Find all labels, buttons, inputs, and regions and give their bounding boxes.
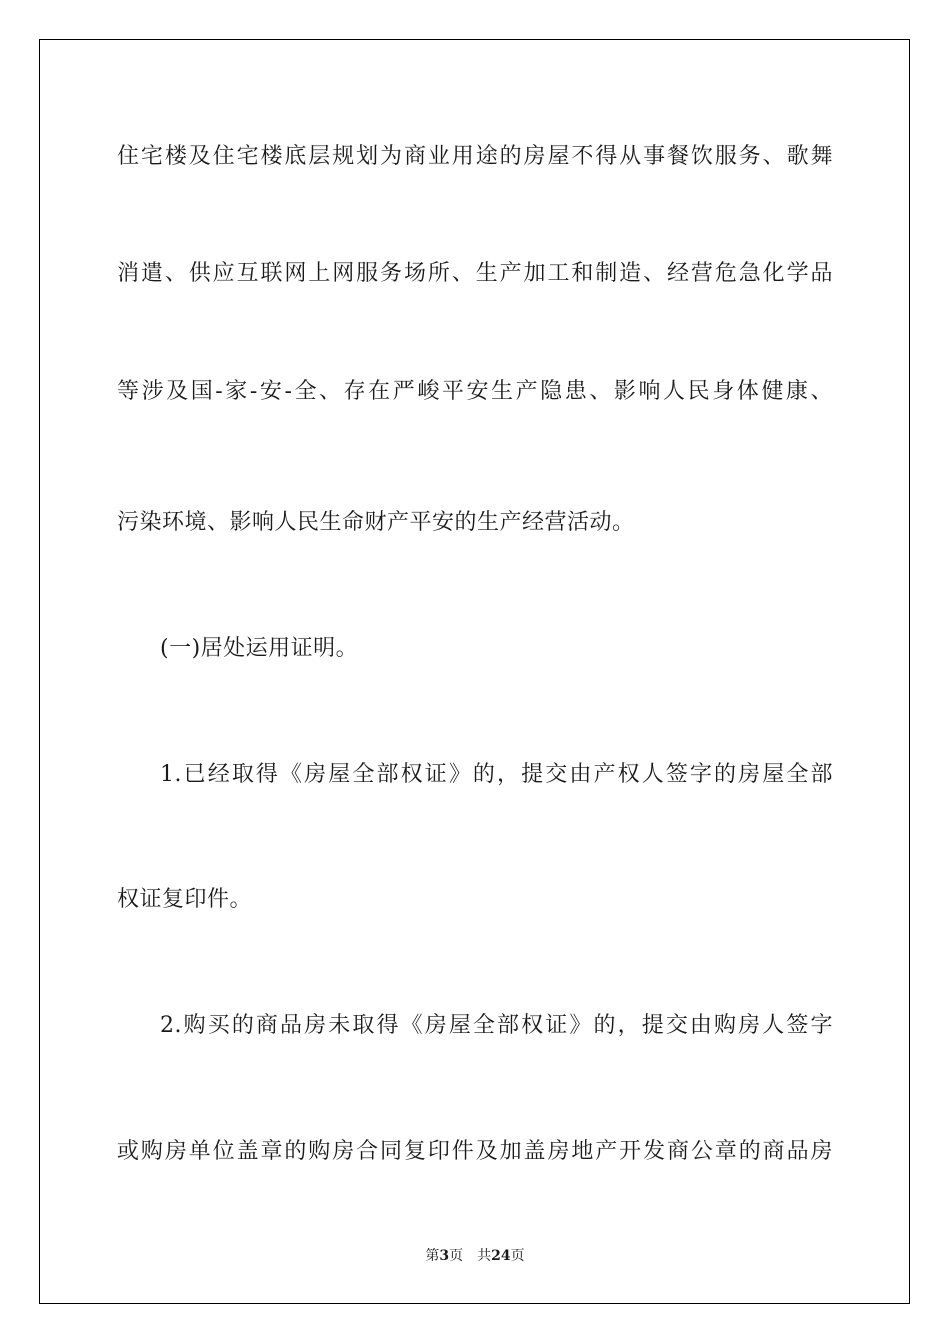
section-heading-residence-proof: (一)居处运用证明。 xyxy=(160,636,359,661)
paragraph-line-7: 权证复印件。 xyxy=(117,887,253,912)
paragraph-line-1: 住宅楼及住宅楼底层规划为商业用途的房屋不得从事餐饮服务、歌舞 xyxy=(117,144,833,169)
paragraph-line-4: 污染环境、影响人民生命财产平安的生产经营活动。 xyxy=(117,510,635,535)
footer-total-pages: 24 xyxy=(491,1248,511,1264)
page-footer xyxy=(0,1246,950,1266)
paragraph-line-2: 消遣、供应互联网上网服务场所、生产加工和制造、经营危急化学品 xyxy=(117,261,833,286)
footer-page-number: 3 xyxy=(439,1248,450,1264)
footer-total-prefix: 共 xyxy=(477,1248,492,1264)
footer-total-suffix: 页 xyxy=(510,1248,525,1264)
footer-page-prefix: 第 xyxy=(425,1248,440,1264)
paragraph-line-9: 或购房单位盖章的购房合同复印件及加盖房地产开发商公章的商品房 xyxy=(117,1139,833,1164)
paragraph-line-3: 等涉及国-家-安-全、存在严峻平安生产隐患、影响人民身体健康、 xyxy=(117,379,833,404)
page-border xyxy=(39,39,910,1304)
paragraph-line-8: 2.购买的商品房未取得《房屋全部权证》的，提交由购房人签字 xyxy=(160,1013,833,1038)
paragraph-line-6: 1.已经取得《房屋全部权证》的，提交由产权人签字的房屋全部 xyxy=(160,762,833,787)
footer-page-suffix: 页 xyxy=(449,1248,464,1264)
